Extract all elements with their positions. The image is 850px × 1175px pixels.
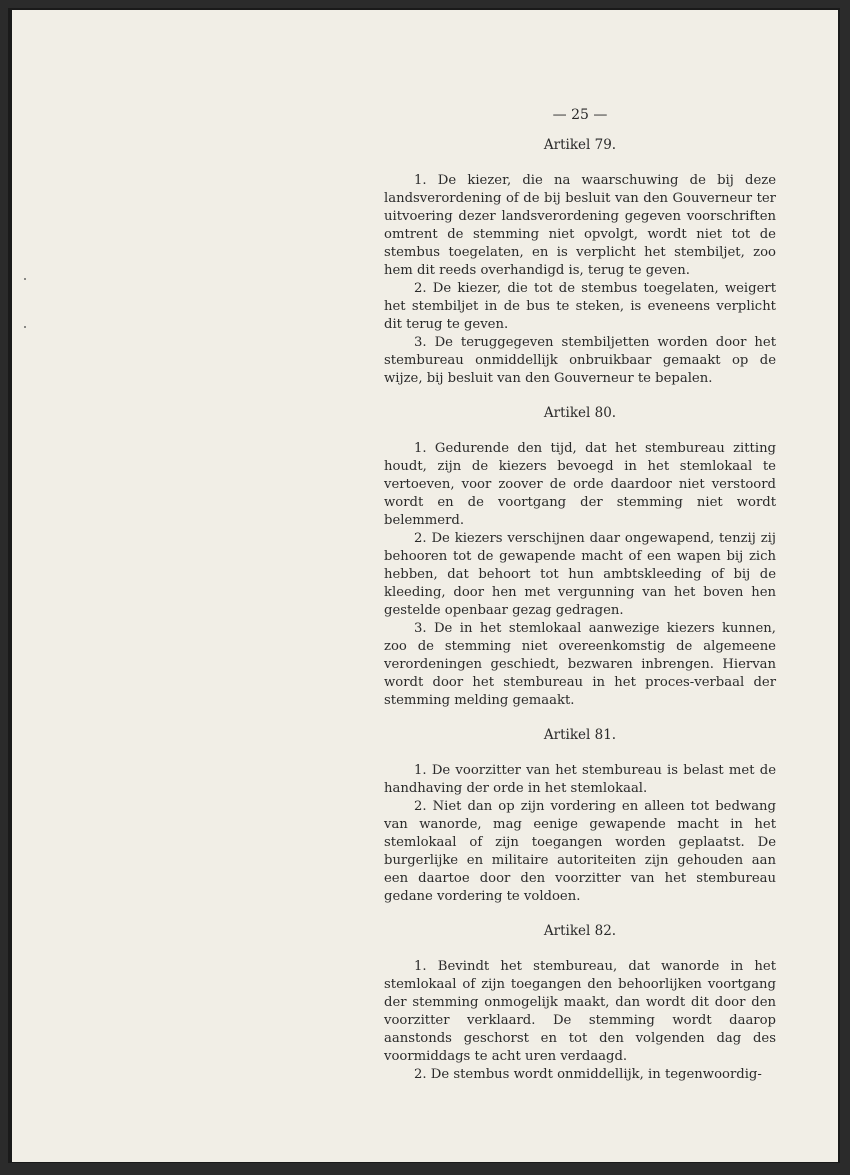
- article-81: [384, 726, 776, 906]
- article-80: [384, 404, 776, 710]
- article-paragraph: 2. De kiezers verschijnen daar ongewapend, tenzij zij behooren tot de gewapende macht of een wapen bij zich hebben, dat behoort tot hun ambtskleeding of bij de kleeding, door hen met vergunning van het boven hen gestelde openbaar gezag gedragen.: [384, 531, 776, 618]
- article-paragraph: 2. De kiezer, die tot de stembus toegelaten, weigert het stembiljet in de bus te steken, is eveneens verplicht dit terug te geven.: [384, 281, 776, 332]
- article-paragraph: 1. Gedurende den tijd, dat het stembureau zitting houdt, zijn de kiezers bevoegd in het stemlokaal te vertoeven, voor zoover de orde daardoor niet verstoord wordt en de voortgang der stemming niet wordt belemmerd.: [384, 441, 776, 528]
- article-heading: Artikel 82.: [543, 923, 617, 939]
- article-paragraph: 3. De in het stemlokaal aanwezige kiezers kunnen, zoo de stemming niet overeenkomstig de algemeene verordeningen geschiedt, bezwaren inbrengen. Hiervan wordt door het stembureau in het proces-verbaal der stemming melding gemaakt.: [384, 621, 776, 708]
- article-paragraph: 1. De voorzitter van het stembureau is belast met de handhaving der orde in het stemlokaal.: [384, 763, 776, 796]
- article-paragraph: 1. Bevindt het stembureau, dat wanorde in het stemlokaal of zijn toegangen den behoorlijken voortgang der stemming onmogelijk maakt, dan wordt dit door den voorzitter verklaard. De stemming wordt daarop aanstonds geschorst en tot den volgenden dag des voormiddags te acht uren verdaagd.: [384, 959, 776, 1064]
- paper-speck: [24, 326, 26, 328]
- article-heading: Artikel 79.: [543, 137, 617, 153]
- article-paragraph: 1. De kiezer, die na waarschuwing de bij deze landsverordening of de bij besluit van den Gouverneur ter uitvoering dezer landsverordening gegeven voorschriften omtrent de stemming niet opvolgt, wordt niet tot de stembus toegelaten, en is verplicht het stembiljet, zoo hem dit reeds overhandigd is, terug te geven.: [384, 173, 776, 278]
- article-82: [384, 922, 776, 1084]
- article-heading: Artikel 80.: [543, 405, 617, 421]
- article-paragraph: 3. De teruggegeven stembiljetten worden door het stembureau onmiddellijk onbruikbaar gemaakt op de wijze, bij besluit van den Gouverneur te bepalen.: [384, 335, 776, 386]
- page-number: — 25 —: [552, 107, 608, 123]
- text-column: [384, 106, 776, 1084]
- paper-speck: [24, 278, 26, 280]
- article-heading: Artikel 81.: [543, 727, 617, 743]
- article-paragraph: 2. Niet dan op zijn vordering en alleen tot bedwang van wanorde, mag eenige gewapende macht in het stemlokaal of zijn toegangen worden geplaatst. De burgerlijke en militaire autoriteiten zijn gehouden aan een daartoe door den voorzitter van het stembureau gedane vordering te voldoen.: [384, 799, 776, 904]
- article-paragraph: 2. De stembus wordt onmiddellijk, in tegenwoordig-: [414, 1067, 762, 1082]
- article-79: [384, 136, 776, 388]
